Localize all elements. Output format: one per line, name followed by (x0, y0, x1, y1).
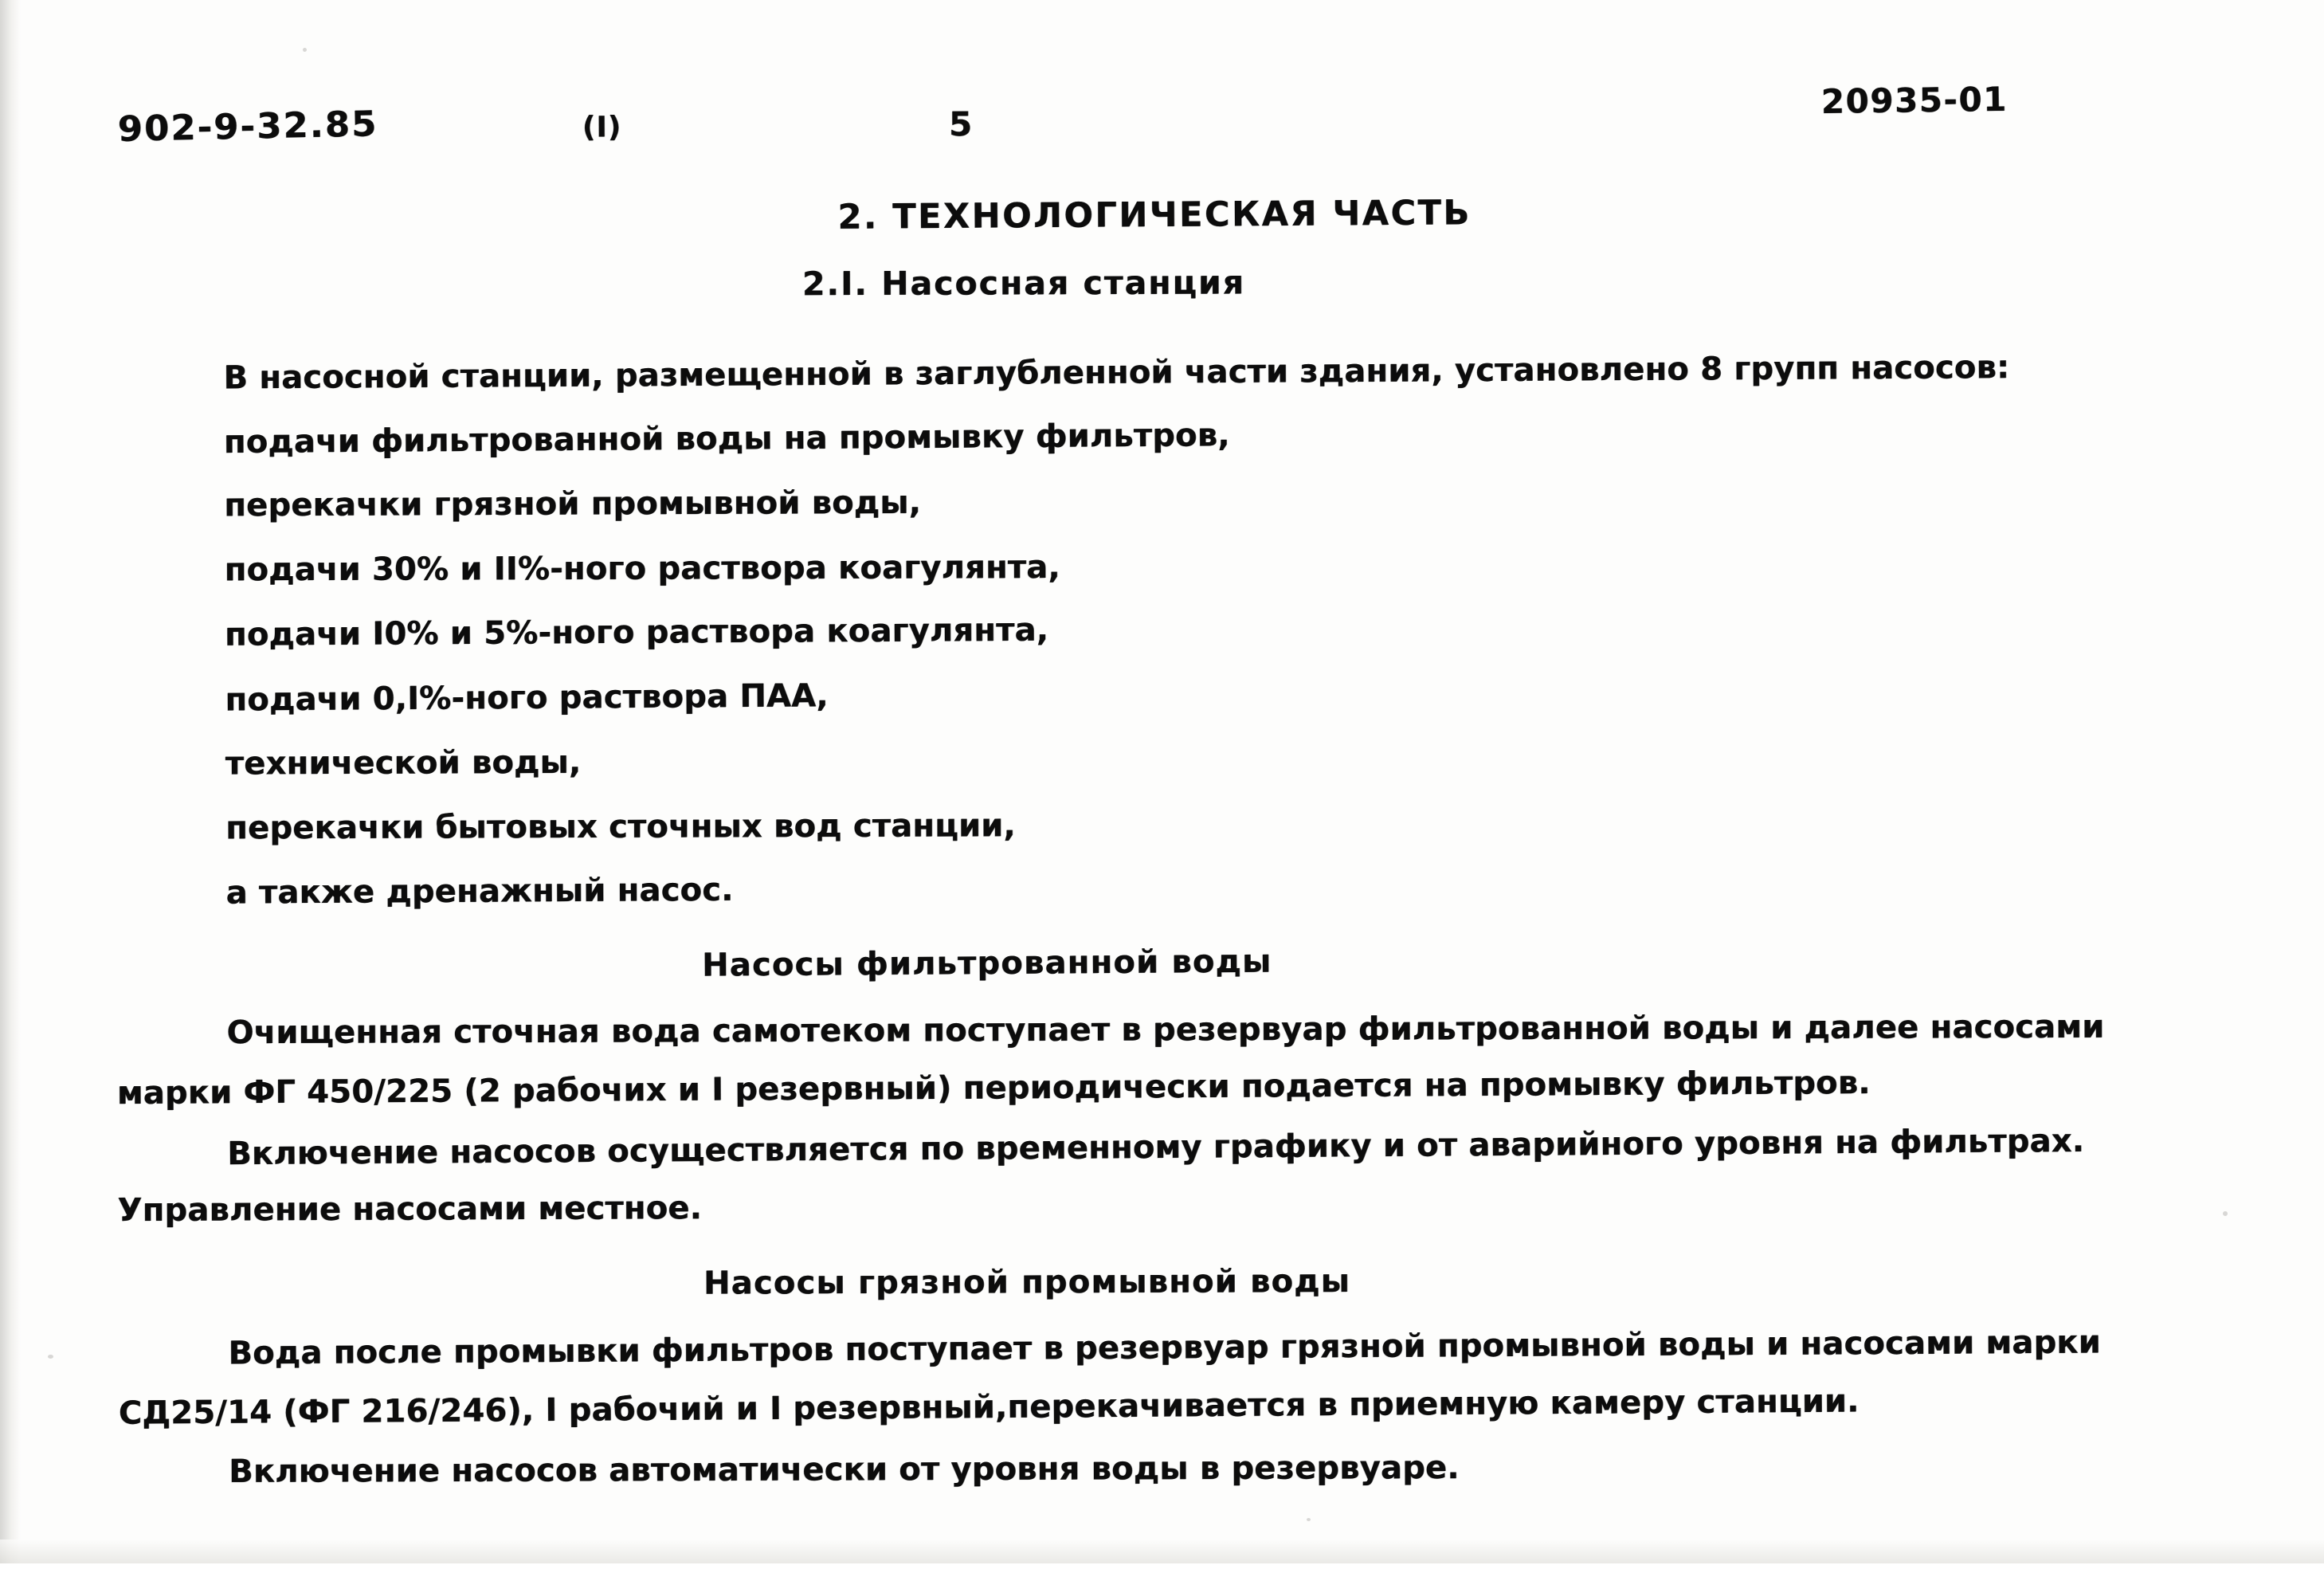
list-item: подачи 0,I%-ного раствора ПАА, (225, 677, 829, 719)
subheading-filtered-water-pumps: Насосы фильтрованной воды (701, 943, 1272, 984)
list-item: а также дренажный насос. (225, 871, 734, 912)
paragraph-line: Вода после промывки фильтров поступает в резервуар грязной промывной воды и насосами марки (228, 1324, 2102, 1372)
subheading-dirty-wash-water-pumps: Насосы грязной промывной воды (703, 1263, 1351, 1302)
paragraph-line: Очищенная сточная вода самотеком поступает в резервуар фильтрованной воды и далее насосами (226, 1008, 2105, 1052)
paragraph-line: Включение насосов осуществляется по временному графику и от аварийного уровня на фильтрах. (227, 1122, 2085, 1173)
list-item: подачи 30% и II%-ного раствора коагулянта, (224, 549, 1060, 589)
document-code: 902-9-32.85 (117, 104, 378, 150)
paragraph-line: Включение насосов автоматически от уровня воды в резервуаре. (229, 1449, 1460, 1490)
list-item: перекачки бытовых сточных вод станции, (225, 807, 1016, 847)
subsection-title: 2.I. Насосная станция (801, 263, 1246, 304)
page-number: 5 (948, 104, 973, 144)
archive-code: 20935-01 (1820, 79, 2009, 121)
part-marker: (I) (582, 111, 622, 144)
page-header (0, 79, 2321, 163)
intro-paragraph-line: В насосной станции, размещенной в заглубленной части здания, установлено 8 групп насосов: (223, 349, 2010, 397)
paragraph-line: СД25/14 (ФГ 216/246), I рабочий и I резервный,перекачивается в приемную камеру станции. (118, 1383, 1860, 1432)
list-item: перекачки грязной промывной воды, (224, 484, 922, 524)
paragraph-line: марки ФГ 450/225 (2 рабочих и I резервный) периодически подается на промывку фильтров. (116, 1065, 1871, 1112)
paragraph-line: Управление насосами местное. (117, 1190, 703, 1230)
section-title: 2. ТЕХНОЛОГИЧЕСКАЯ ЧАСТЬ (837, 193, 1472, 237)
list-item: подачи I0% и 5%-ного раствора коагулянта, (224, 611, 1049, 653)
list-item: подачи фильтрованной воды на промывку фильтров, (223, 417, 1230, 461)
list-item: технической воды, (225, 743, 582, 783)
